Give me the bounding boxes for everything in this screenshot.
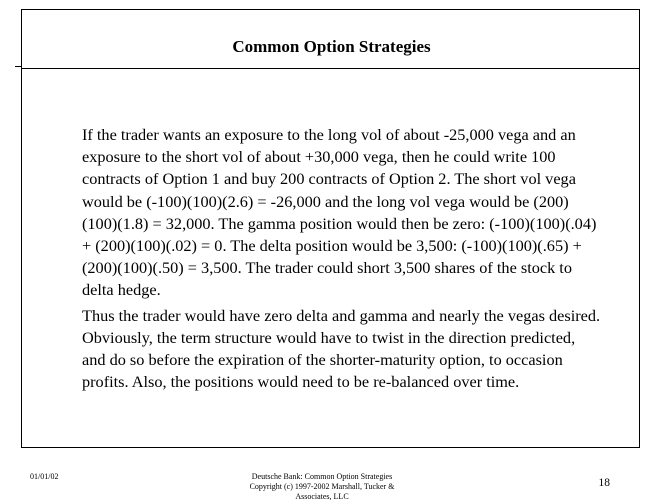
footer-line-1: Deutsche Bank: Common Option Strategies xyxy=(251,472,393,481)
title-divider xyxy=(22,68,639,69)
footer-copyright xyxy=(222,472,422,502)
footer-line-2: Copyright (c) 1997-2002 Marshall, Tucker & xyxy=(249,482,395,491)
slide-body xyxy=(82,124,602,393)
slide-title: Common Option Strategies xyxy=(232,37,431,56)
footer-date: 01/01/02 xyxy=(30,472,59,481)
body-paragraph-2: Thus the trader would have zero delta and gamma and nearly the vegas desired. Obviously, the term structure would have to twist in the direction predicted, and do so before the expiration of the shorter-maturity option, to occasion profits. Also, the positions would need to be re-balanced over time. xyxy=(82,305,601,392)
footer-line-3: Associates, LLC xyxy=(295,492,349,501)
left-edge-tick xyxy=(15,66,21,67)
body-paragraph-1: If the trader wants an exposure to the long vol of about -25,000 vega and an exposure to the short vol of about +30,000 vega, then he could write 100 contracts of Option 1 and buy 200 contracts of Option 2. The short vol vega would be (-100)(100)(2.6) = -26,000 and the long vol vega would be (200)(100)(1.8) = 32,000. The gamma position would then be zero: (-100)(100)(.04) + (200)(100)(.02) = 0. The delta position would be 3,500: (-100)(100)(.65) + (200)(100)(.50) = 3,500. The trader could short 3,500 shares of the stock to delta hedge. xyxy=(82,125,597,300)
page-number: 18 xyxy=(598,477,610,489)
